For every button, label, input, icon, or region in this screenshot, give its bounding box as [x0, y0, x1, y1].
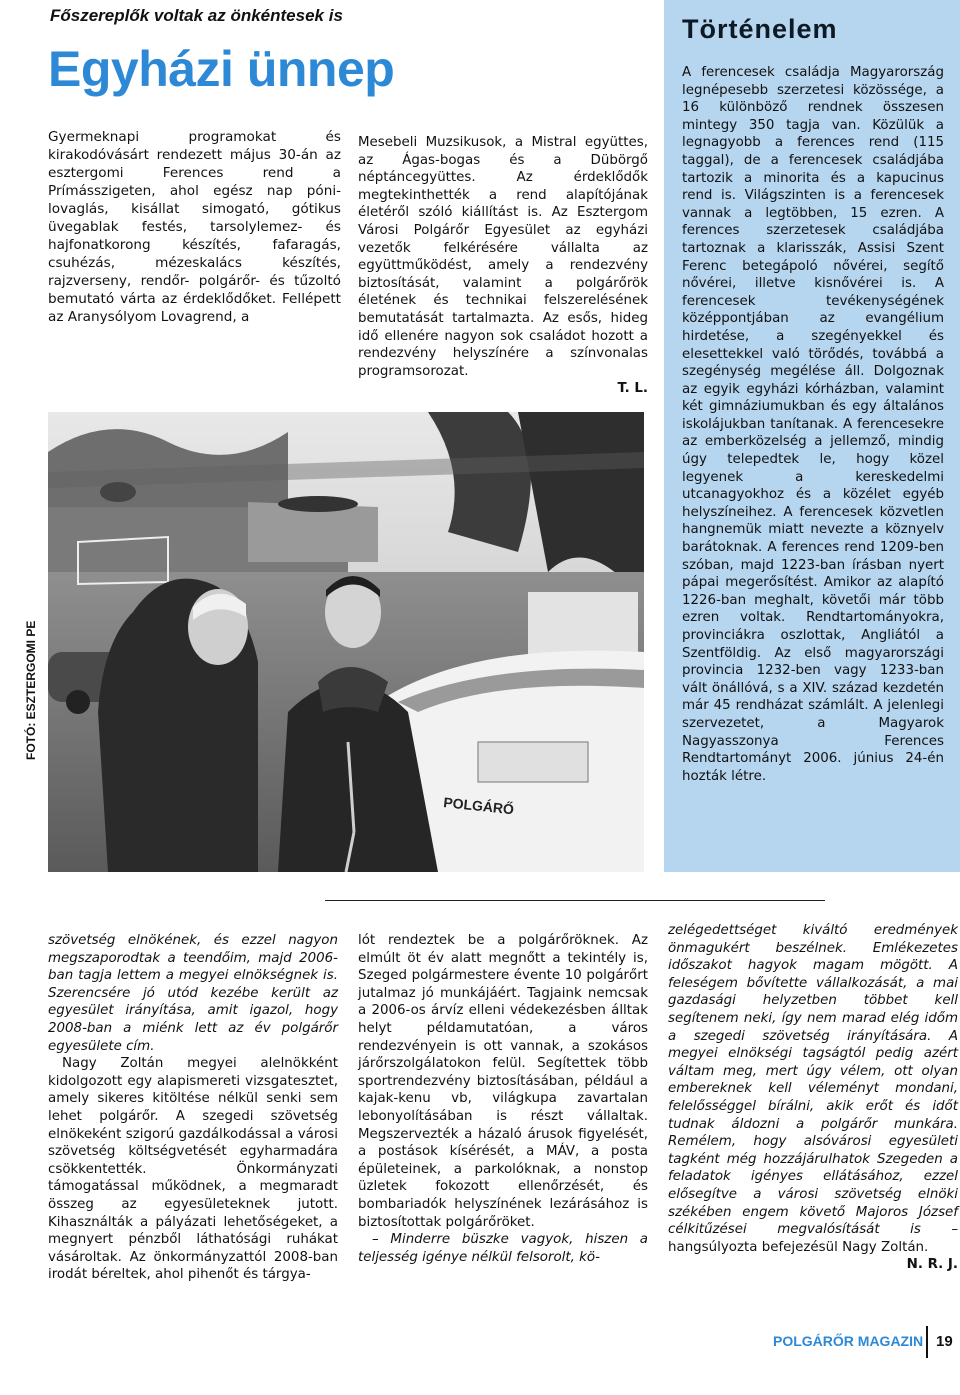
event-photo: [48, 412, 644, 872]
lead-column: [48, 128, 341, 326]
lead-text: Gyermeknapi programokat és kirakodóvásárt rendezett május 30-án az esztergomi Ferences rend a Prímásszigeten, ahol egész nap póni-lovaglás, kisállat simogató, gótikus üvegablak festés, tarsolylemez- és hajfonatkorong készítés, fafaragás, csuhézás, mézeskalács készítés, rajzverseny, rendőr- polgárőr- és tűzoltó bemutató várta az érdeklődőket. Fellépett az Aranysólyom Lovagrend, a: [48, 129, 341, 325]
bottom-col1-text: Nagy Zoltán megyei alelnökként kidolgozott egy alapismereti vizsgatesztet, amely sikeres kitöltése nélkül senki sem lehet polgárőr. A szegedi szövetség elnökeként szigorú gazdálkodással a városi szövetség költségvetését egyharmadára csökkentették. Önkormányzati támogatással működnek, a megmaradt összeg az egyesületeknek jutott. Kihasználták a pályázati lehetőségeket, a megnyert pénzből láthatósági ruhákat vásároltak. Az önkormányzattól 2008-ban irodát béreltek, ahol pihenőt és tárgya-: [48, 1056, 338, 1283]
bottom-col3-paragraph: [668, 922, 958, 1256]
sidebar-body: [682, 64, 944, 785]
bottom-col2-text: lót rendeztek be a polgárőröknek. Az elmúlt öt év alatt megnőtt a tekintély is, Szeged polgármestere évente 10 polgárőrt jutalmaz jó munkájáért. Tagjaink nemcsak a 2006-os árvíz elleni védekezésben álltak helyt példamutatóan, a város rendezvényein is ott vannak, a szokásos járőrszolgálatokon felül. Segítettek több sportrendezvény biztosításában, például a kajak-kenu vb, világkupa zavartalan lebonyolításában is részt vállaltak. Megszervezték a házaló árusok figyelését, a postások kísérését, a MÁV, a posta épületeinek, a parkolóknak, a nonstop üzletek fokozott ellenőrzését, és bombariadók helyszínének lezárásához is biztosítottak polgárőröket.: [358, 933, 648, 1230]
car-lettering: POLGÁRŐ: [442, 794, 515, 818]
sidebar-text: A ferencesek családja Magyarország legnépesebb szerzetesi közössége, a 16 különböző rendnek összesen mintegy 350 tagja van. Közülük a legnagyobb a ferences rend (115 taggal), de a ferencesek családjába tartozik a minorita és a kapucinus rend is. Világszinten is a ferencesek vannak a legtöbben, 15 ezren. A ferences szerzetesek családjába tartoznak a klarisszák, Assisi Szent Ferenc betegápoló nővérei, segítő nővérei, illetve kisnővérei is. A ferencesek tevékenységének középpontjában az evangélium hirdetése, a szegényekkel és elesettekkel való törődés, továbbá a szegénység megélése áll. Dolgoznak az egyik egyházi kórházban, valamint két gimnáziumukban és egy általános iskolájukban tanítanak. A ferencesekre az emberközelség a jellemző, mindig úgy telepedtek le, hogy közel legyenek a kereskedelmi utcanagyokhoz és a közélet egyéb helyszíneihez. A ferencesek közvetlen hangnemük miatt nevezte a köznyelv barátoknak. A ferences rend 1209-ben szóban, majd 1223-ban írásban nyert pápai megerősítést. Amikor az alapító 1226-ban meghalt, követői már több ezren voltak. Rendtartományokra, provinciákra oszlottak, Angliától a Szentföldig. Az első magyarországi provincia 1232-ben vagy 1233-ban vált önállóvá, s a XIV. század kezdetén már 45 rendházat számlált. A jelenlegi szervezetet, a Magyarok Nagyasszonya Ferences Rendtartományt 2006. június 24-én hozták létre.: [682, 65, 944, 784]
bottom-col3-italic: zelégedettséget kiváltó eredmények önmagukért beszélnek. Emlékezetes időszakot hagyok magam mögött. A feleségem bővítette vállalkozását, a mai gazdasági helyzetben többet kell segítenem neki, így nem marad elég időm a szegedi szövetség irányítására. A megyei elnökségi tagságtól pedig azért váltam meg, mert úgy vélem, ott olyan embereknek kell véleményt mondani, felelősséggel bírálni, akik erőt és időt tudnak áldozni a polgárőr munkára. Remélem, hogy alsóvárosi egyesületi tagként még hozzájárulhatok Szegeden a feladatok igényes ellátásához, ezzel elősegítve a városi szövetség elnöki székében engem követő Majoros József célkitűzései megvalósítását is: [668, 923, 958, 1238]
middle-column: [358, 134, 648, 398]
magazine-brand: POLGÁRŐR MAGAZIN: [773, 1333, 924, 1349]
middle-text: Mesebeli Muzsikusok, a Mistral együttes, az Ágas-bogas és a Dübörgő néptáncegyüttes. Az érdeklődők megtekinthették a rend alapítójának életéről szóló kiállítást is. Az Esztergom Városi Polgárőr Egyesület az egyházi vezetők felkérésére vállalta az együttműködést, amely a rendezvény biztosítását, valamint a polgárőrök életének és technikai felszerelésének bemutatását tartalmazta. Az esős, hideg idő ellenére nagyon sok családot hozott a rendezvény helyszínére a színvonalas programsorozat.: [358, 135, 648, 379]
bottom-col1-italic: szövetség elnökének, és ezzel nagyon megszaporodtak a teendőim, majd 2006-ban tagja lettem a megyei elnökségnek is. Szerencsére jó utód kezébe került az egyesület irányítása, amit igazol, hogy 2008-ban a miénk lett az év polgárőr egyesülete cím.: [48, 933, 338, 1054]
bottom-column-1: [48, 932, 338, 1284]
event-photo-illustration: [48, 412, 644, 872]
middle-signature: T. L.: [617, 381, 648, 397]
bottom-col3-tail: – hangsúlyozta befejezésül Nagy Zoltán.: [668, 1222, 959, 1255]
page-number: 19: [926, 1326, 958, 1358]
sidebar-title: Történelem: [682, 14, 838, 44]
bottom-column-2: [358, 932, 648, 1266]
history-sidebar: [664, 0, 960, 872]
kicker: Főszereplők voltak az önkéntesek is: [50, 6, 343, 25]
headline: Egyházi ünnep: [48, 41, 395, 97]
bottom-column-3: [668, 922, 958, 1274]
photo-credit: FOTÓ: ESZTERGOMI PE: [24, 620, 38, 760]
section-divider: [325, 900, 825, 901]
bottom-col3-signature: N. R. J.: [906, 1257, 958, 1273]
bottom-col2-italic: – Minderre büszke vagyok, hiszen a teljesség igénye nélkül felsorolt, kö-: [358, 1232, 648, 1265]
